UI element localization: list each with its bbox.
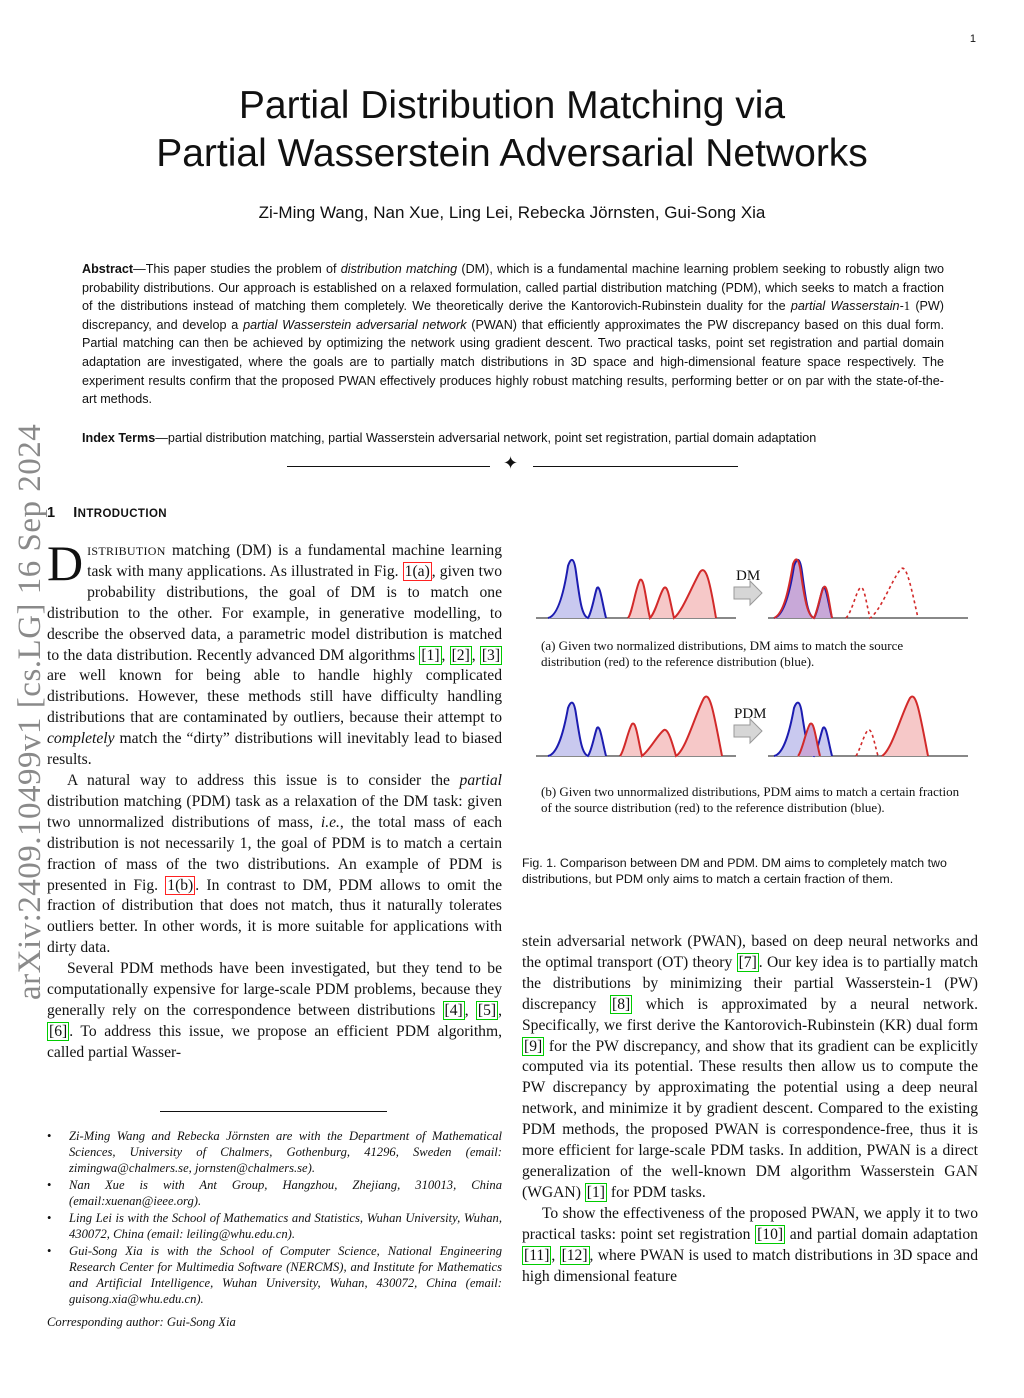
body-text: , where PWAN is used to match distributions in 3D space and high dimensional feature [522,1246,978,1285]
abstract-text: (DM), which is a fundamental machine learning problem seeking to robustly align two probability distributions. Our approach is established on a relaxed formulation, called partial distribution matching (PDM), which seeks to match a fraction of the distributions instead of matching them completely. We theoretically derive the Kantorovich-Rubinstein duality for the [82,262,944,314]
separator-star-icon: ✦ [503,453,519,473]
section-title-rest: NTRODUCTION [77,508,167,520]
citation-link-2[interactable]: [2] [451,646,470,664]
body-text: A natural way to address this issue is to consider the [67,771,460,789]
pdm-label: PDM [734,706,767,722]
body-text: . In contrast to DM, PDM allows to omit the fraction of distribution that does not match, thus it naturally tolerates outliers better. In other words, it is more suitable for applications with dirty data. [47,876,502,957]
arrow-icon [734,719,762,743]
abstract-emphasis: partial Wasserstein adversarial network [243,317,467,332]
corresponding-author: Corresponding author: Gui-Song Xia [47,1315,236,1329]
body-text: To show the effectiveness of the proposed PWAN, we apply it to two practical tasks: point set registration [522,1204,978,1243]
body-text: . Our key idea is to partially match the distributions by minimizing their partial Wasserstein-1 (PW) discrepancy [522,953,979,1013]
body-text: match the “dirty” distributions will inevitably lead to biased results. [47,730,502,769]
figure-1a-caption: (a) Given two normalized distributions, DM aims to match the source distribution (red) to the reference distribution (blue). [541,638,904,669]
body-text: matching (DM) is a fundamental machine learning task with many applications. As illustrated in Fig. [87,542,502,580]
body-text: are well known for being able to handle highly complicated distributions. However, these methods still have difficulty handling distributions that are contaminated by outliers, because their attempt to [47,667,502,727]
bullet-icon: • [47,1178,52,1192]
citation-link-8[interactable]: [8] [612,995,631,1013]
author-list: Zi-Ming Wang, Nan Xue, Ling Lei, Rebecka Jörnsten, Gui-Song Xia [258,203,766,222]
page-number: 1 [969,33,976,45]
abstract [82,260,944,409]
abstract-emphasis: partial Wasserstain- [790,299,904,314]
intro-paragraph-2 [47,771,502,959]
citation-link-1[interactable]: [1] [421,646,440,664]
body-text: and partial domain adaptation [785,1225,978,1243]
small-caps-text: ISTRIBUTION [87,544,166,558]
citation-link-9[interactable]: [9] [524,1037,543,1055]
intro-paragraph-3: Several PDM methods have been investigated, but they tend to be computationally expensive for large-scale PDM problems, because they generally rely on the correspondence between distributions [4] , [5] , [6] . To address this issue, we propose an efficient PDM algorithm, called partial Wasser- [47,960,502,1061]
index-terms-text: —partial distribution matching, partial Wasserstein adversarial network, point set registration, partial domain adaptation [155,431,817,445]
citation-link-1[interactable]: [1] [586,1183,605,1201]
abstract-emphasis: distribution matching [340,262,458,276]
citation-link-3[interactable]: [3] [481,646,501,664]
index-terms [82,429,944,447]
abstract-label: Abstract [82,262,134,276]
figure-1b-pdm-diagram [536,690,976,766]
body-text: distribution matching (PDM) task as a relaxation of the DM task: given two unnormalized distributions of mass, [47,792,502,831]
body-emphasis: completely [47,730,115,748]
citation-link-4[interactable]: [4] [444,1001,463,1019]
dm-label: DM [736,568,761,584]
bullet-icon: • [47,1244,52,1258]
bullet-icon: • [47,1211,52,1225]
citation-link-12[interactable]: [12] [561,1246,588,1264]
citation-link-7[interactable]: [7] [738,953,757,971]
body-emphasis: partial [459,771,502,789]
source-distribution [620,696,722,756]
body-text: , the total mass of each distribution is not necessarily 1, the goal of PDM is to match a certain fraction of mass of the two distributions. An example of PDM is presented in Fig. [47,813,502,894]
left-column [47,535,502,1064]
body-text: which is approximated by a neural network. Specifically, we first derive the Kantorovich-Rubinstein (KR) dual form [522,995,978,1034]
footnote-item [47,1177,502,1209]
footnote-text: Zi-Ming Wang and Rebecka Jörnsten are with the Department of Mathematical Sciences, University of Chalmers, Gothenburg, 41296, Sweden (email: zimingwa@chalmers.se, jornsten@chalmers.se). [69,1129,502,1175]
body-text: for PDM tasks. [606,1183,706,1201]
footnotes [47,1128,502,1308]
section-title-initial: I [73,505,78,521]
abstract-text: —This paper studies the problem of [133,262,341,276]
source-original-dashed [846,568,918,618]
citation-link-11[interactable]: [11] [524,1246,550,1264]
intro-paragraph-1: DISTRIBUTION matching (DM) is a fundamental machine learning task with many applications. As illustrated in Fig. 1(a) , given two probability distributions, the goal of DM is to match one distribution to the other. For example, in generative modelling, to describe the observed data, a parametric model distribution is matched to the data distribution. Recently advanced DM algorithms [1] , [2] , [3] are well known for being able to handle highly complicated distributions. However, these methods still have difficulty handling distributions that are contaminated by outliers, because their attempt to completely match the “dirty” distributions will inevitably lead to biased results. [47,535,502,769]
body-text: Several PDM methods have been investigated, but they tend to be computationally expensive for large-scale PDM problems, because they generally rely on the correspondence between distributions [47,960,502,1019]
body-text: for the PW discrepancy, and show that its gradient can be explicitly computed via its potential. These results then allow us to compute the PW discrepancy by approximating the potential using a deep neural network, and minimize it by gradient descent. Compared to the existing PDM methods, the proposed PWAN is correspondence-free, thus it is more efficient for large-scale PDM tasks. In addition, PWAN is a direct generalization of the well-known DM algorithm Wasserstein GAN (WGAN) [522,1037,978,1201]
paper-title [0,82,1024,178]
footnote-text: Ling Lei is with the School of Mathematics and Statistics, Wuhan University, Wuhan, 430072, China (email: leiling@whu.edu.cn). [69,1211,502,1241]
footnote-text: Nan Xue is with Ant Group, Hangzhou, Zhejiang, 310013, China (email:xuenan@ieee.org). [69,1178,502,1208]
body-text: stein adversarial network (PWAN), based on deep neural networks and the optimal transport (OT) theory [522,933,978,971]
reference-distribution [548,703,606,756]
footnote-text: Gui-Song Xia is with the School of Computer Science, National Engineering Research Center for Multimedia Software (NERCMS), and Institute for Mathematics and Artificial Intelligence, Wuhan University, Wuhan, 430072, China (email: guisong.xia@whu.edu.cn). [69,1244,502,1306]
body-text: , given two probability distributions, the goal of DM is to match one distribution to the other. For example, in generative modelling, to describe the observed data, a parametric model distribution is matched to the data distribution. Recently advanced DM algorithms [47,562,502,664]
citation-link-10[interactable]: [10] [757,1225,784,1243]
source-distribution [628,570,716,618]
body-text: . To address this issue, we propose an efficient PDM algorithm, called partial Wasser- [47,1022,502,1061]
separator-line-right [533,466,738,467]
figure-link-1b[interactable]: 1(b) [167,876,194,894]
title-line-1: Partial Distribution Matching via [238,84,786,127]
bullet-icon: • [47,1129,52,1143]
abstract-text: (PWAN) that efficiently approximates the PW discrepancy based on this dual form. Partial matching can then be achieved by optimizing the network using gradient descent. Two practical tasks, point set registration and partial domain adaptation are investigated, where the goals are to partially match distributions in 3D space and high-dimensional feature space respectively. The experiment results confirm that the proposed PWAN effectively produces highly robust matching results, performing better or on par with the state-of-the-art methods. [82,317,944,407]
section-number: 1 [47,505,56,521]
figure-1-caption: Fig. 1. Comparison between DM and PDM. DM aims to completely match two distributions, but PDM only aims to match a certain fraction of them. [522,856,947,886]
citation-link-5[interactable]: [5] [477,1001,497,1019]
section-heading [47,505,167,521]
abstract-number: 1 [903,299,911,314]
figure-link-1a[interactable]: 1(a) [404,562,430,580]
arxiv-stamp: arXiv:2409.10499v1 [cs.LG] 16 Sep 2024 [12,423,48,1000]
drop-cap: D [47,535,84,591]
right-column [522,932,978,1287]
intro-paragraph-5: To show the effectiveness of the proposed PWAN, we apply it to two practical tasks: point set registration [10] and partial domain adaptation [11] , [12] , where PWAN is used to match distributions in 3D space and high dimensional feature [522,1204,978,1285]
footnote-item [47,1210,502,1242]
reference-distribution [548,560,606,618]
citation-link-6[interactable]: [6] [49,1022,68,1040]
footnote-item [47,1128,502,1176]
figure-1b-caption: (b) Given two unnormalized distributions, PDM aims to match a certain fraction of the source distribution (red) to the reference distribution (blue). [541,784,960,815]
figure-1a-dm-diagram [536,552,976,628]
separator-line-left [287,466,490,467]
omitted-source-dashed [856,730,878,756]
unmatched-source [882,696,928,756]
title-line-2: Partial Wasserstein Adversarial Networks [156,132,868,175]
index-terms-label: Index Terms [82,431,156,445]
footnote-item [47,1243,502,1307]
intro-paragraph-4 [522,932,978,1204]
arrow-icon [734,581,762,605]
footnote-rule [160,1111,387,1112]
abstract-text: (PW) discrepancy, and develop a [82,299,944,332]
body-emphasis: i.e. [320,813,340,831]
